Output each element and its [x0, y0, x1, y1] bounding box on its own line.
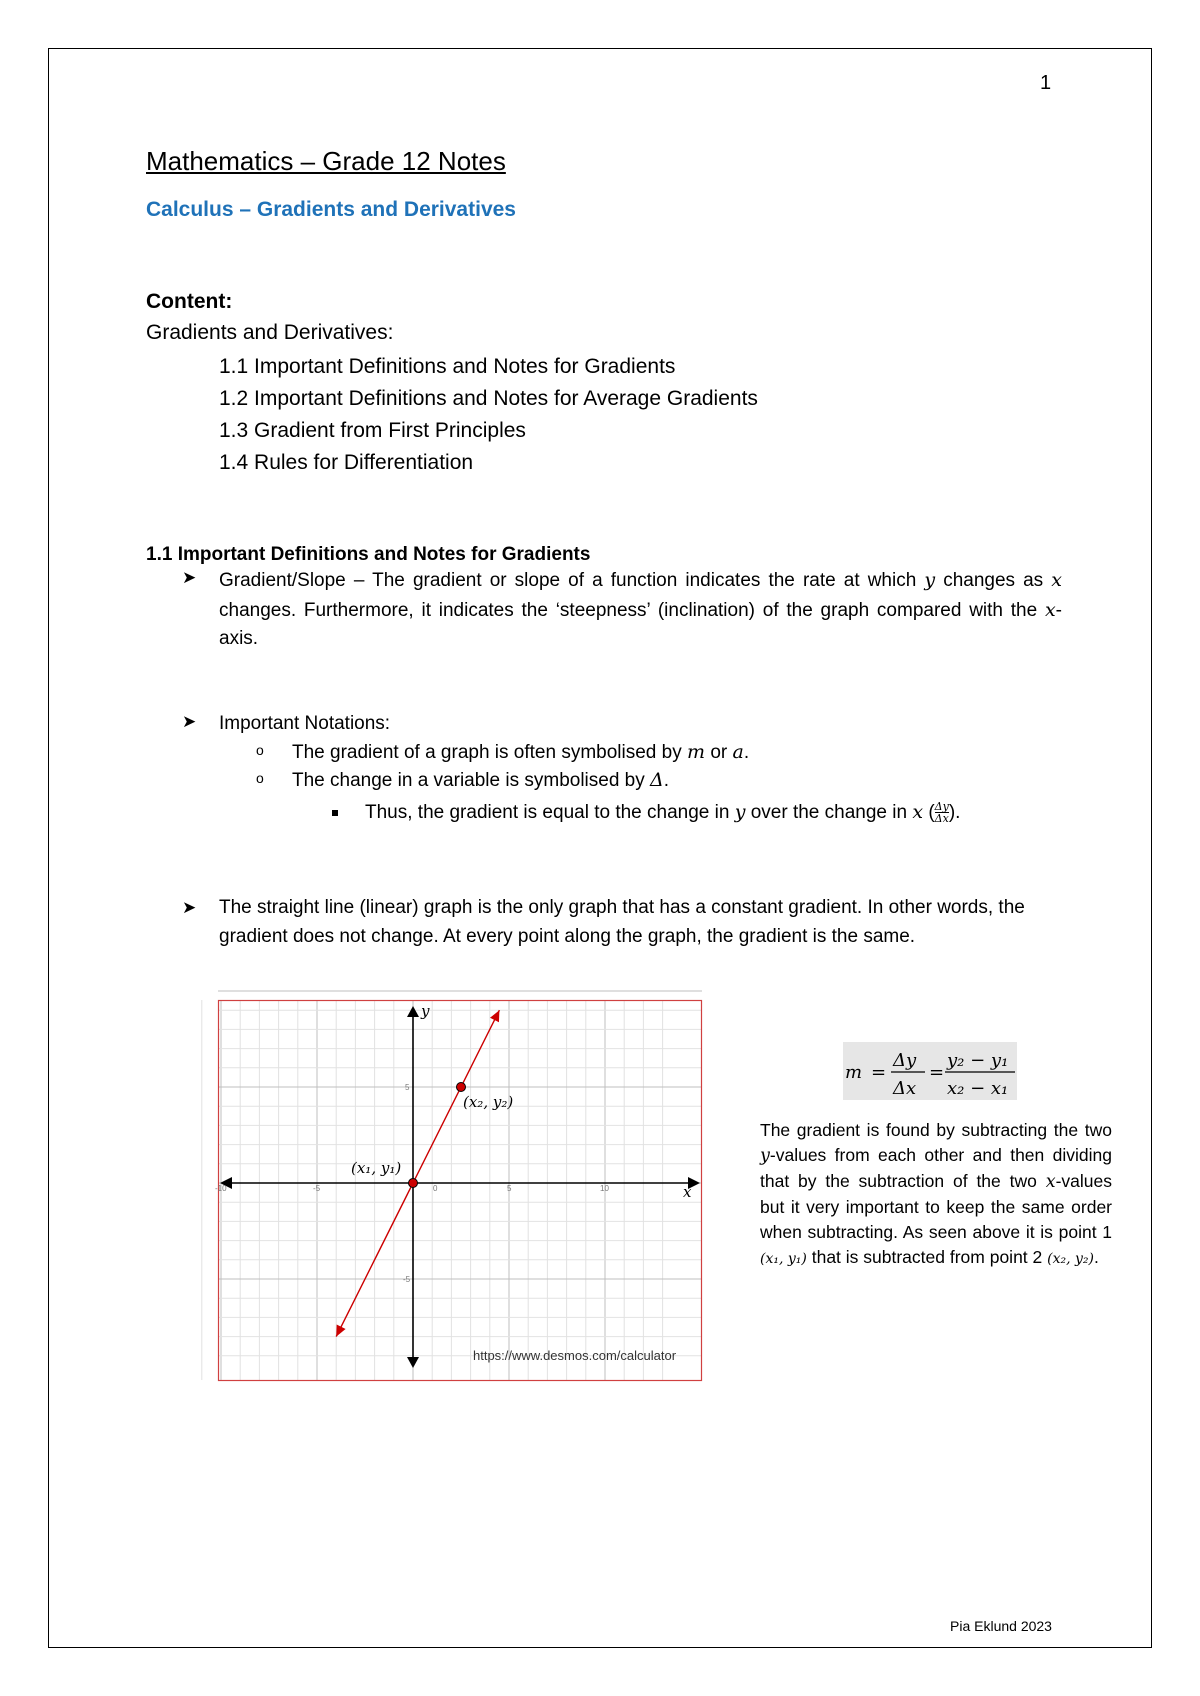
- graph-grid: [202, 991, 702, 1380]
- tick-label-x-5: 5: [507, 1184, 512, 1193]
- page-border: [48, 48, 1152, 1648]
- toc-item: 1.2 Important Definitions and Notes for Average Gradients: [219, 387, 758, 410]
- arrow-bullet-icon: ➤: [182, 712, 197, 731]
- notation-delta-symbol: The change in a variable is symbolised by Δ.: [292, 769, 670, 791]
- formula-den1: Δx: [893, 1078, 917, 1099]
- tick-label-x-neg10: -10: [215, 1184, 227, 1193]
- table-of-contents: [219, 351, 758, 479]
- section-heading: 1.1 Important Definitions and Notes for Gradients: [146, 544, 591, 565]
- graph-border: [219, 1001, 702, 1381]
- document-subtitle: Calculus – Gradients and Derivatives: [146, 198, 516, 221]
- x-axis-label: x: [683, 1183, 692, 1201]
- tick-label-origin: 0: [433, 1184, 438, 1193]
- point-1-marker: [409, 1179, 418, 1188]
- formula-equals: =: [871, 1062, 887, 1083]
- graph-source-url: https://www.desmos.com/calculator: [473, 1348, 677, 1363]
- contents-intro: Gradients and Derivatives:: [146, 321, 394, 344]
- y-axis-arrow-down: [407, 1357, 419, 1368]
- document-title: Mathematics – Grade 12 Notes: [146, 146, 506, 176]
- toc-item: 1.3 Gradient from First Principles: [219, 419, 526, 442]
- formula-lhs: m: [845, 1062, 863, 1083]
- formula-equals-2: =: [929, 1062, 945, 1083]
- y-axis-arrow-up: [407, 1006, 419, 1017]
- tick-label-x-10: 10: [600, 1184, 609, 1193]
- notations-label: Important Notations:: [219, 713, 391, 734]
- tick-label-x-neg5: -5: [313, 1184, 321, 1193]
- delta-fraction: $\frac{\Delta y}{\Delta x}$: [934, 800, 949, 826]
- y-axis-label: y: [421, 1002, 430, 1020]
- gradient-graph: [215, 1000, 702, 1374]
- formula-num2: y₂ − y₁: [947, 1050, 1009, 1071]
- square-bullet-icon: [332, 810, 338, 816]
- point-2-marker: [457, 1083, 466, 1092]
- footer-author: Pia Eklund 2023: [950, 1618, 1052, 1634]
- graph-axes: [220, 1006, 700, 1368]
- gradient-explanation: The gradient is found by subtracting the two y-values from each other and then dividing that by the subtraction of the two x-values but it very important to keep the same order when subtracting. As seen above it is point 1 (x₁, y₁) that is subtracted from point 2 (x₂, y₂).: [760, 1120, 1112, 1267]
- gradient-formula: [843, 1042, 1017, 1100]
- notation-gradient-ratio: Thus, the gradient is equal to the change in y over the change in x ( $\frac{\Delta y}{\Delta x}$ ).: [365, 800, 961, 826]
- toc-item: 1.1 Important Definitions and Notes for Gradients: [219, 355, 676, 378]
- circle-bullet-icon: o: [256, 770, 264, 786]
- formula-svg: [843, 1042, 1017, 1100]
- graph-canvas: [215, 1000, 702, 1374]
- formula-num1: Δy: [893, 1050, 917, 1071]
- tick-label-y-neg5: -5: [403, 1275, 411, 1284]
- formula-den2: x₂ − x₁: [947, 1078, 1009, 1099]
- tick-label-y-5: 5: [405, 1083, 410, 1092]
- page-number: 1: [1040, 72, 1052, 94]
- point-2-label: (x₂, y₂): [463, 1093, 514, 1111]
- toc-item: 1.4 Rules for Differentiation: [219, 451, 474, 474]
- notation-gradient-symbol: The gradient of a graph is often symbolised by m or a.: [292, 741, 750, 763]
- point-1-label: (x₁, y₁): [351, 1159, 402, 1177]
- linear-graph-paragraph: The straight line (linear) graph is the only graph that has a constant gradient. In other words, the gradient does not change. At every point along the graph, the gradient is the same.: [219, 897, 1025, 947]
- definition-paragraph: Gradient/Slope – The gradient or slope of a function indicates the rate at which y changes as x changes. Furthermore, it indicates the ‘steepness’ (inclination) of the graph compared with the x-axis.: [219, 569, 1062, 649]
- contents-heading: Content:: [146, 290, 233, 313]
- circle-bullet-icon: o: [256, 742, 264, 758]
- arrow-bullet-icon: ➤: [182, 568, 197, 587]
- arrow-bullet-icon: ➤: [182, 898, 197, 917]
